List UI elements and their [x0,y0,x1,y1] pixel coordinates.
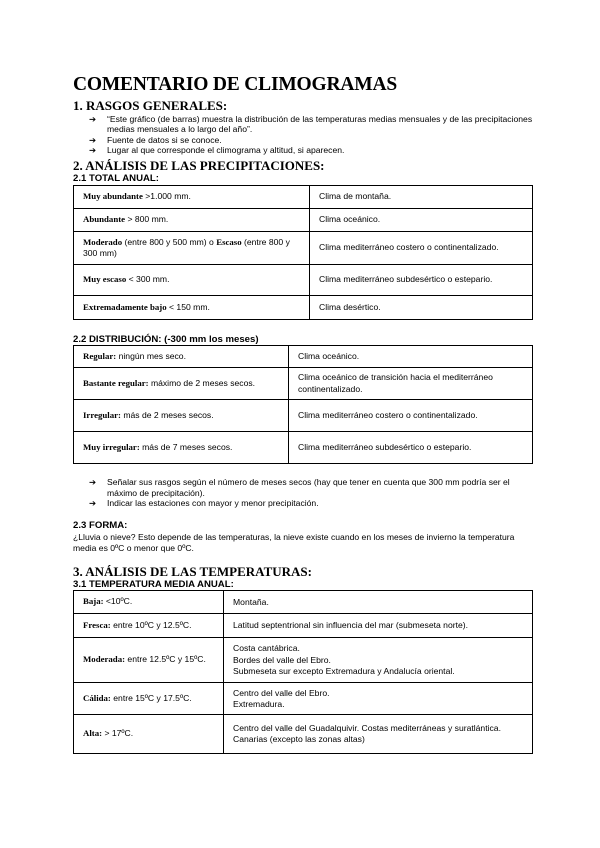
table-cell-key: Muy escaso < 300 mm. [74,265,310,296]
subsection-2-3-heading: 2.3 FORMA: [73,520,128,532]
table-cell-key: Moderada: entre 12.5ºC y 15ºC. [74,638,224,683]
table-cell-value: Clima desértico. [310,296,533,320]
total-anual-table [73,185,533,320]
table-row [74,614,533,638]
arrow-bullet-icon: ➔ [89,134,97,145]
table-row [74,232,533,265]
table-row [74,432,533,464]
section-2-heading: 2. ANÁLISIS DE LAS PRECIPITACIONES: [73,157,325,173]
table-cell-key: Muy abundante >1.000 mm. [74,186,310,209]
document-page [73,74,533,754]
table-cell-value: Latitud septentrional sin influencia del mar (submeseta norte). [224,614,533,638]
table-row [74,265,533,296]
table-cell-key: Baja: <10ºC. [74,591,224,614]
forma-paragraph: ¿Lluvia o nieve? Esto depende de las temperaturas, la nieve existe cuando en los meses de invierno la temperatura media es 0ºC o menor que 0ºC. [73,531,515,553]
temperatura-table [73,590,533,754]
table-cell-key: Fresca: entre 10ºC y 12.5ºC. [74,614,224,638]
table-cell-value: Clima mediterráneo costero o continentalizado. [289,400,533,432]
page-title: COMENTARIO DE CLIMOGRAMAS [73,74,397,95]
table-cell-key: Muy irregular: más de 7 meses secos. [74,432,289,464]
table-row [74,296,533,320]
table-row [74,683,533,715]
list-item: ➔ “Este gráfico (de barras) muestra la distribución de las temperaturas medias mensuales y de las precipitaciones medias mensuales a lo largo del año”. [89,113,533,135]
table-cell-value: Clima mediterráneo subdesértico o estepario. [310,265,533,296]
table-cell-value: Centro del valle del Guadalquivir. Costas mediterráneas y suratlántica. Canarias (excepto las zonas altas) [224,715,533,754]
table-cell-value: Clima oceánico de transición hacia el mediterráneo continentalizado. [289,368,533,400]
subsection-3-1-heading: 3.1 TEMPERATURA MEDIA ANUAL: [73,579,234,591]
table-cell-key: Cálida: entre 15ºC y 17.5ºC. [74,683,224,715]
section-1-heading: 1. RASGOS GENERALES: [73,98,228,114]
table-row [74,186,533,209]
table-cell-key: Irregular: más de 2 meses secos. [74,400,289,432]
table-cell-value: Clima oceánico. [310,209,533,232]
table-row [74,591,533,614]
table-cell-value: Clima mediterráneo costero o continentalizado. [310,232,533,265]
table-row [74,209,533,232]
arrow-bullet-icon: ➔ [89,145,97,156]
table-cell-key: Abundante > 800 mm. [74,209,310,232]
subsection-2-1-heading: 2.1 TOTAL ANUAL: [73,172,159,184]
list-item: ➔ Indicar las estaciones con mayor y menor precipitación. [89,498,319,508]
section-3-heading: 3. ANÁLISIS DE LAS TEMPERATURAS: [73,563,312,579]
table-cell-value: Montaña. [224,591,533,614]
table-cell-value: Clima oceánico. [289,346,533,368]
table-cell-value: Costa cantábrica. Bordes del valle del Ebro. Submeseta sur excepto Extremadura y Andalucía oriental. [224,638,533,683]
table-row [74,346,533,368]
section-2-bullet-list [89,477,533,508]
arrow-bullet-icon: ➔ [89,498,97,508]
table-row [74,638,533,683]
list-item: ➔ Fuente de datos si se conoce. [89,134,222,145]
arrow-bullet-icon: ➔ [89,477,97,488]
table-row [74,368,533,400]
table-row [74,400,533,432]
section-1-bullet-list [89,114,533,156]
table-cell-value: Centro del valle del Ebro. Extremadura. [224,683,533,715]
arrow-bullet-icon: ➔ [89,113,97,124]
table-cell-key: Regular: ningún mes seco. [74,346,289,368]
distribucion-table [73,345,533,464]
list-item: ➔ Señalar sus rasgos según el número de meses secos (hay que tener en cuenta que 300 mm podría ser el máximo de precipitación). [89,477,510,498]
table-row [74,715,533,754]
subsection-2-2-heading: 2.2 DISTRIBUCIÓN: (-300 mm los meses) [73,334,259,345]
table-cell-key: Moderado (entre 800 y 500 mm) o Escaso (entre 800 y 300 mm) [74,232,310,265]
table-cell-value: Clima mediterráneo subdesértico o estepario. [289,432,533,464]
list-item: ➔ Lugar al que corresponde el climograma y altitud, si aparecen. [89,145,345,156]
table-cell-key: Extremadamente bajo < 150 mm. [74,296,310,320]
table-cell-value: Clima de montaña. [310,186,533,209]
table-cell-key: Bastante regular: máximo de 2 meses secos. [74,368,289,400]
table-cell-key: Alta: > 17ºC. [74,715,224,754]
